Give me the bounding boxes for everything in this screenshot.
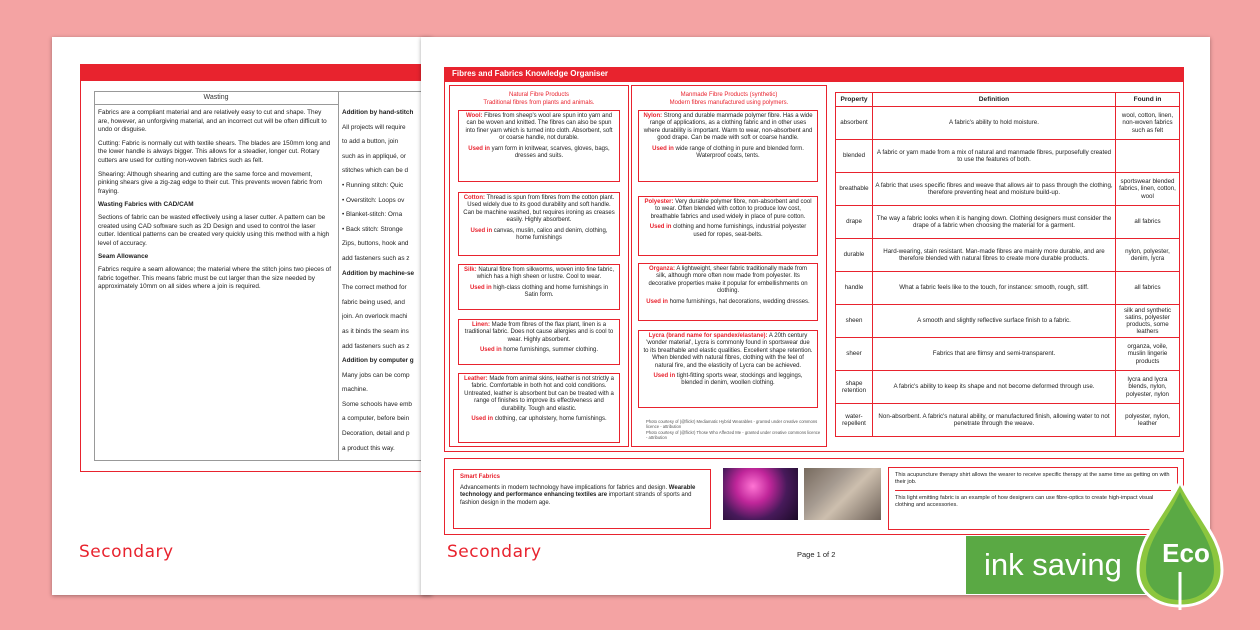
smart-fabrics-title: Smart Fabrics bbox=[460, 474, 501, 480]
front-footer-secondary: Secondary bbox=[447, 542, 542, 562]
seam-heading: Seam Allowance bbox=[98, 253, 149, 261]
property-row bbox=[836, 272, 1180, 305]
property-found-in: sportswear blended fabrics, linen, cotton, wool bbox=[1116, 173, 1180, 206]
cad-paragraph: Sections of fabric can be wasted effectively using a laser cutter. A pattern can be created using CAD software such as 2D Design and used to control the laser cutter. Identical patterns can be created very quickly using this method with a high level of accuracy. bbox=[98, 213, 330, 247]
property-row bbox=[836, 305, 1180, 338]
property-row bbox=[836, 404, 1180, 437]
property-name: blended bbox=[836, 140, 873, 173]
addition-line: Addition by computer g bbox=[342, 357, 414, 365]
caption-separator bbox=[895, 490, 1171, 491]
addition-line: add fasteners such as z bbox=[342, 342, 410, 350]
back-page-title-bar bbox=[80, 64, 432, 80]
smart-fabrics-bold-text: Wearable technology and performance enhancing textiles are bbox=[460, 484, 696, 499]
addition-column bbox=[342, 109, 432, 459]
addition-line: • Overstitch: Loops ov bbox=[342, 196, 405, 204]
property-definition: A smooth and slightly reflective surface finish to a fabric. bbox=[873, 305, 1116, 338]
property-found-in: wool, cotton, linen, non-woven fabrics such as felt bbox=[1116, 107, 1180, 140]
intro-paragraph: Fabrics are a compliant material and are relatively easy to cut and shape. They are, however, an unforgiving material, and an incorrect cut will be often difficult to undo or disguise. bbox=[98, 109, 327, 134]
addition-line: a product this way. bbox=[342, 444, 395, 452]
eco-label: Eco bbox=[1162, 538, 1210, 568]
addition-line: • Running stitch: Quic bbox=[342, 181, 404, 189]
property-definition: A fabric or yarn made from a mix of natural and manmade fibres, purposefully created to use the features of both. bbox=[873, 140, 1116, 173]
fibre-card-silk: Silk: Natural fibre from silkworms, woven into fine fabric, which has a high sheen or lustre. Cool to wear. Used in high-class clothing and home furnishings in Satin form. bbox=[458, 264, 620, 310]
fibre-card-polyester: Polyester: Very durable polymer fibre, non-absorbent and cool to wear. Often blended with cotton to produce low cost, breathable fabrics and used widely in place of pure cotton. Used in clothing and home furnishings, industrial polyester used for ropes, seat-belts. bbox=[638, 196, 818, 256]
property-found-in: polyester, nylon, leather bbox=[1116, 404, 1180, 437]
addition-line: • Back stitch: Stronge bbox=[342, 225, 403, 233]
addition-line: Decoration, detail and p bbox=[342, 430, 410, 438]
property-row bbox=[836, 338, 1180, 371]
manmade-heading: Manmade Fibre Products (synthetic) bbox=[680, 92, 778, 98]
fibre-card-lycra: Lycra (brand name for spandex/elastane): A 20th century 'wonder material', Lycra is commonly found in sportswear due to its breathable and elastic qualities. Excellent shape retention. When blended with natural fibres, clothing with the feel of natural fire, and the elasticity of Lycra can be achieved. Used in tight-fitting sports wear, stockings and leggings, blended in denim, woollen clothing. bbox=[638, 330, 818, 408]
manmade-subheading: Modern fibres manufactured using polymers. bbox=[669, 100, 789, 106]
property-definition: What a fabric feels like to the touch, for instance: smooth, rough, stiff. bbox=[873, 272, 1116, 305]
property-found-in: all fabrics bbox=[1116, 272, 1180, 305]
property-definition: A fabric that uses specific fibres and weave that allows air to pass through the clothing, therefore preventing heat and moisture build-up. bbox=[873, 173, 1116, 206]
addition-line: Zips, buttons, hook and bbox=[342, 240, 409, 248]
addition-line: All projects will require bbox=[342, 123, 406, 131]
ink-saving-label: ink saving bbox=[984, 547, 1122, 582]
addition-line: • Blanket-stitch: Orna bbox=[342, 211, 403, 219]
fibre-card-linen: Linen: Made from fibres of the flax plant, linen is a traditional fabric. Does not cause allergies and is cool to wear. Highly absorbent. Used in home furnishings, summer clothing. bbox=[458, 319, 620, 365]
addition-line: stitches which can be d bbox=[342, 167, 409, 175]
property-name: shape retention bbox=[836, 371, 873, 404]
property-name: water-repellent bbox=[836, 404, 873, 437]
property-found-in: organza, voile, muslin lingerie products bbox=[1116, 338, 1180, 371]
addition-line: Many jobs can be comp bbox=[342, 371, 410, 379]
addition-line: as it binds the seam ins bbox=[342, 327, 409, 335]
property-row bbox=[836, 107, 1180, 140]
caption-therapy-shirt: This acupuncture therapy shirt allows the wearer to receive specific therapy at the same time as getting on with their job. bbox=[895, 472, 1170, 485]
property-found-in: silk and synthetic satins, polyester products, some leathers bbox=[1116, 305, 1180, 338]
photo-credit-2: Photo courtesy of (@flickr) Those Who Affected Me - granted under creative commons licence - attribution bbox=[646, 429, 821, 441]
cutting-paragraph: Cutting: Fabric is normally cut with textile shears. The blades are 150mm long and the lower handle is always bigger. This allows for a steadier, longer cut. Rotary cutters are used for cutting non-woven fabrics such as felt. bbox=[98, 139, 331, 164]
addition-line: add fasteners such as z bbox=[342, 254, 410, 262]
property-name: absorbent bbox=[836, 107, 873, 140]
addition-line: to add a button, join bbox=[342, 138, 399, 146]
natural-heading: Natural Fibre Products bbox=[508, 92, 570, 98]
fibre-card-leather: Leather: Made from animal skins, leather is not strictly a fabric. Comfortable in both hot and cold conditions. Untreated, leather is absorbent but can be treated with a range of finishes to improve its effectiveness and durability. Tough and elastic. Used in clothing, car upholstery, home furnishings. bbox=[458, 373, 620, 443]
fibre-card-wool: Wool: Fibres from sheep's wool are spun into yarn and can be woven and knitted. The fibres can also be spun into finer yarn which is turned into cloth. Absorbent, soft or coarse handle, not durable. Used in yarn form in knitwear, scarves, gloves, bags, dresses and suits. bbox=[458, 110, 620, 182]
wasting-column-header: Wasting bbox=[94, 91, 338, 105]
property-name: durable bbox=[836, 239, 873, 272]
properties-header-row bbox=[836, 93, 1180, 107]
addition-line: a computer, before bein bbox=[342, 415, 410, 423]
property-row bbox=[836, 173, 1180, 206]
fibre-card-organza: Organza: A lightweight, sheer fabric traditionally made from silk, although more often now made from polyester. Its decorative properties make it popular for embellishments on clothing. Used in home furnishings, hat decorations, wedding dresses. bbox=[638, 263, 818, 321]
cad-heading: Wasting Fabrics with CAD/CAM bbox=[98, 201, 194, 209]
property-row bbox=[836, 140, 1180, 173]
fibre-card-nylon: Nylon: Strong and durable manmade polymer fibre. Has a wide range of applications, as a clothing fabric and in other uses where durability is important. Warm to wear, non-absorbent and good drape. Can be made with soft or coarse handle. Used in wide range of clothing in pure and blended form. Waterproof coats, tents. bbox=[638, 110, 818, 182]
photo-credit-1: Photo courtesy of (@flickr) Mediamatic Hybrid Wearables - granted under creative commons licence - attribution bbox=[646, 419, 818, 430]
property-definition: The way a fabric looks when it is hanging down. Clothing designers must consider the drape of a fabric when choosing the material for a garment. bbox=[873, 206, 1116, 239]
therapy-shirt-photo bbox=[804, 468, 881, 520]
property-definition: Non-absorbent. A fabric's natural ability, or manufactured finish, allowing water to not penetrate through the weave. bbox=[873, 404, 1116, 437]
wasting-column bbox=[98, 109, 334, 297]
property-name: breathable bbox=[836, 173, 873, 206]
addition-line: Some schools have emb bbox=[342, 400, 412, 408]
addition-line: The correct method for bbox=[342, 284, 407, 292]
fibre-card-cotton: Cotton: Thread is spun from fibres from the cotton plant. Used widely due to its good durability and soft handle. Can be machine washed, but requires ironing as creases easily. Highly absorbent. Used in canvas, muslin, calico and denim, clothing, home furnishings bbox=[458, 192, 620, 256]
page-number: Page 1 of 2 bbox=[797, 550, 836, 559]
caption-light-fabric: This light emitting fabric is an example of how designers can use fibre-optics to create high-impact visual clothing and accessories. bbox=[895, 495, 1154, 508]
addition-line: Addition by hand-stitch bbox=[342, 109, 414, 116]
property-found-in: lycra and lycra blends, nylon, polyester, nylon bbox=[1116, 371, 1180, 404]
natural-subheading: Traditional fibres from plants and animals. bbox=[483, 100, 595, 106]
property-definition: A fabric's ability to hold moisture. bbox=[873, 107, 1116, 140]
property-name: handle bbox=[836, 272, 873, 305]
seam-paragraph: Fabrics require a seam allowance; the material where the stitch joins two pieces of fabric together. This means fabric must be cut larger than the size needed by approximately 10mm on all sides where a join is required. bbox=[98, 265, 332, 291]
property-name: sheer bbox=[836, 338, 873, 371]
addition-line: join. An overlock machi bbox=[342, 313, 408, 321]
smart-fabrics-text-end: important strands of sports and fashion design in the modern age. bbox=[460, 492, 692, 506]
property-definition: A fabric's ability to keep its shape and not become deformed through use. bbox=[873, 371, 1116, 404]
back-footer-secondary: Secondary bbox=[79, 542, 174, 562]
addition-line: Addition by machine-se bbox=[342, 269, 415, 277]
ink-saving-banner bbox=[966, 536, 1152, 594]
back-page bbox=[52, 37, 432, 595]
properties-table bbox=[835, 92, 1180, 437]
addition-line: machine. bbox=[342, 386, 368, 394]
light-emitting-fabric-photo bbox=[723, 468, 798, 520]
property-name: drape bbox=[836, 206, 873, 239]
photo-credits bbox=[646, 419, 821, 441]
header-definition: Definition bbox=[873, 93, 1116, 107]
property-row bbox=[836, 206, 1180, 239]
property-found-in: all fabrics bbox=[1116, 206, 1180, 239]
shearing-paragraph: Shearing: Although shearing and cutting are the same force and movement, pinking shears give a zig-zag edge to their cut. This prevents woven fabric from fraying. bbox=[98, 170, 323, 195]
front-page bbox=[421, 37, 1210, 595]
property-definition: Fabrics that are flimsy and semi-transparent. bbox=[873, 338, 1116, 371]
smart-fabrics-box bbox=[453, 469, 711, 529]
addition-line: such as in appliqué, or bbox=[342, 152, 406, 160]
column-divider bbox=[338, 91, 339, 461]
property-found-in: nylon, polyester, denim, lycra bbox=[1116, 239, 1180, 272]
page-title: Fibres and Fabrics Knowledge Organiser bbox=[444, 67, 1184, 81]
header-found-in: Found in bbox=[1116, 93, 1180, 107]
smart-fabrics-text: Advancements in modern technology have implications for fabrics and design. bbox=[460, 484, 668, 491]
property-name: sheen bbox=[836, 305, 873, 338]
header-property: Property bbox=[836, 93, 873, 107]
property-definition: Hard-wearing, stain resistant. Man-made fibres are mainly more durable, and are therefore blended with natural fibres to create more durable products. bbox=[873, 239, 1116, 272]
property-row bbox=[836, 371, 1180, 404]
addition-line: fabric being used, and bbox=[342, 298, 405, 306]
property-found-in bbox=[1116, 140, 1180, 173]
property-row bbox=[836, 239, 1180, 272]
